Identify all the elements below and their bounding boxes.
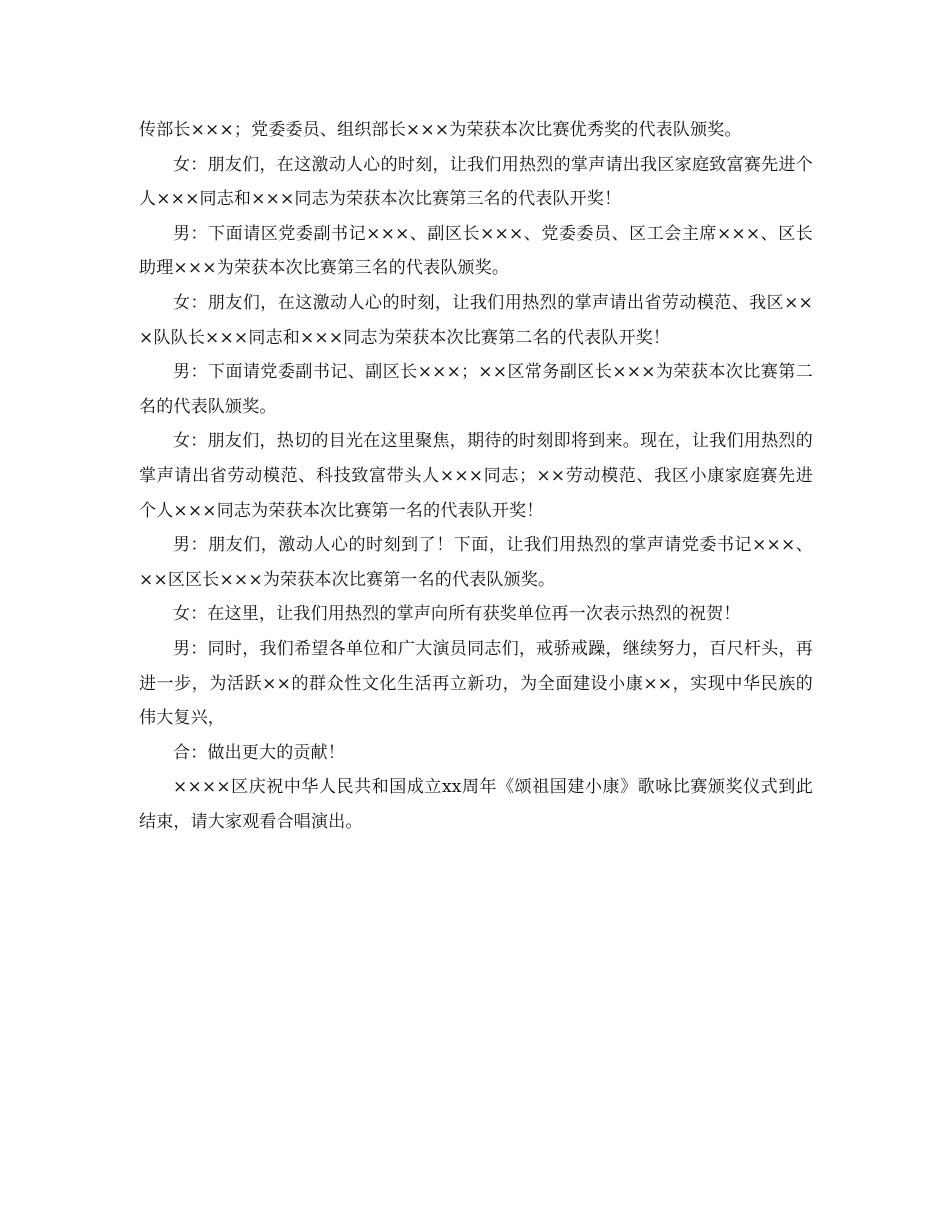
paragraph-male-second-prize-award: 男：下面请党委副书记、副区长×××；××区常务副区长×××为荣获本次比赛第二名的代表队颁奖。 — [139, 362, 813, 417]
paragraph-closing: ××××区庆祝中华人民共和国成立xx周年《颂祖国建小康》歌咏比赛颁奖仪式到此结束，请大家观看合唱演出。 — [139, 777, 813, 832]
paragraph-female-first-prize-open: 女：朋友们，热切的目光在这里聚焦，期待的时刻即将到来。现在，让我们用热烈的掌声请出省劳动模范、科技致富带头人×××同志；××劳动模范、我区小康家庭赛先进个人×××同志为荣获本次比赛第一名的代表队开奖！ — [139, 431, 813, 521]
paragraph-continuation: 传部长×××；党委委员、组织部长×××为荣获本次比赛优秀奖的代表队颁奖。 — [139, 120, 742, 140]
paragraph-female-congratulations: 女：在这里，让我们用热烈的掌声向所有获奖单位再一次表示热烈的祝贺！ — [173, 604, 741, 625]
document-body — [139, 113, 813, 839]
paragraph-female-third-prize-open: 女：朋友们，在这激动人心的时刻，让我们用热烈的掌声请出我区家庭致富赛先进个人×××同志和×××同志为荣获本次比赛第三名的代表队开奖！ — [139, 154, 813, 210]
paragraph-male-first-prize-award: 男：朋友们，激动人心的时刻到了！下面，让我们用热烈的掌声请党委书记×××、××区区长×××为荣获本次比赛第一名的代表队颁奖。 — [139, 535, 813, 590]
paragraph-together: 合：做出更大的贡献！ — [173, 742, 345, 763]
paragraph-female-second-prize-open: 女：朋友们，在这激动人心的时刻，让我们用热烈的掌声请出省劳动模范、我区×××队队长×××同志和×××同志为荣获本次比赛第二名的代表队开奖！ — [139, 292, 813, 348]
paragraph-male-hopes: 男：同时，我们希望各单位和广大演员同志们，戒骄戒躁，继续努力，百尺杆头，再进一步，为活跃××的群众性文化生活再立新功，为全面建设小康××，实现中华民族的伟大复兴， — [139, 638, 813, 729]
paragraph-male-third-prize-award: 男：下面请区党委副书记×××、副区长×××、党委委员、区工会主席×××、区长助理×××为荣获本次比赛第三名的代表队颁奖。 — [139, 223, 813, 279]
